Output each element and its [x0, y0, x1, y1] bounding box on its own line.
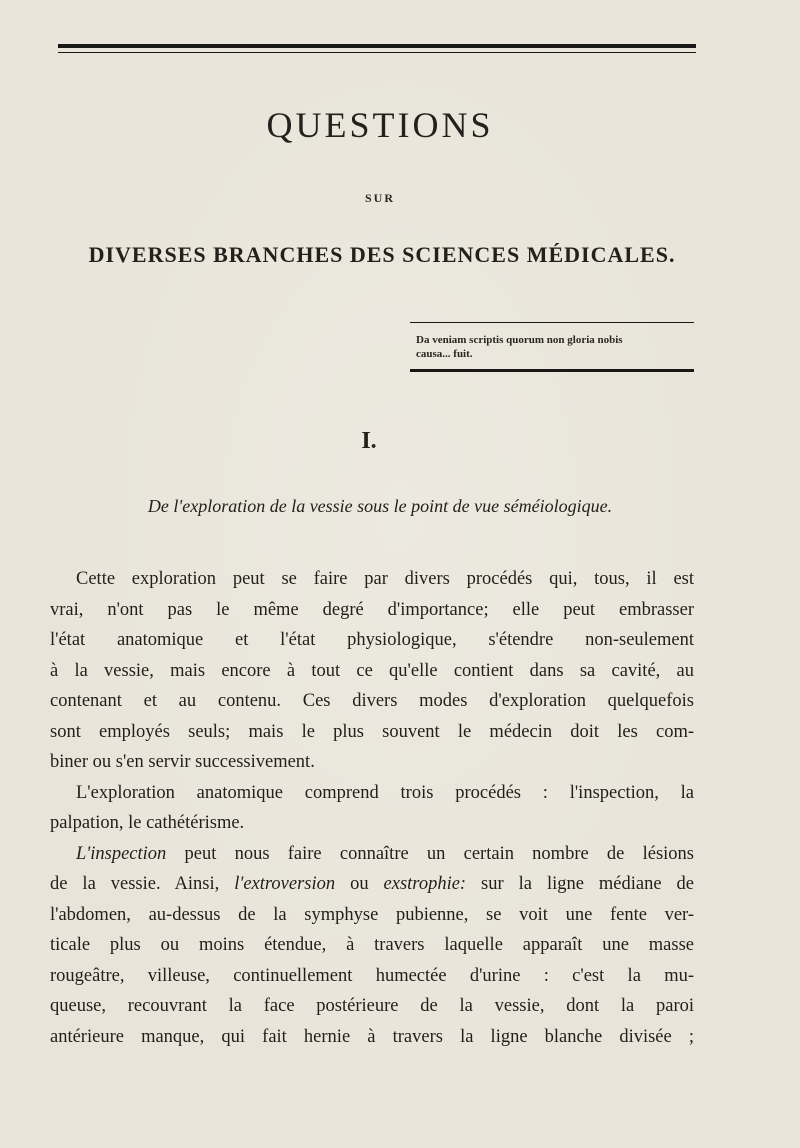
- emphasis-term: L'inspection: [76, 843, 167, 864]
- epigraph-rule-top: [410, 322, 694, 323]
- body-line-text: sur la ligne médiane de: [466, 874, 695, 894]
- emphasis-term: l'extroversion: [234, 874, 336, 894]
- body-line: Cette exploration peut se faire par divers procédés qui, tous, il est: [76, 569, 694, 589]
- body-line-text: peut nous faire connaître un certain nombre de lésions: [166, 843, 694, 864]
- body-line: l'abdomen, au-dessus de la symphyse pubienne, se voit une fente ver-: [50, 904, 694, 925]
- body-line: rougeâtre, villeuse, continuellement humectée d'urine : c'est la mu-: [50, 965, 694, 986]
- page-title: QUESTIONS: [266, 105, 494, 145]
- body-line: [50, 869, 694, 900]
- section-title: De l'exploration de la vessie sous le point de vue séméiologique.: [147, 496, 613, 516]
- page-subtitle: DIVERSES BRANCHES DES SCIENCES MÉDICALES.: [88, 242, 676, 267]
- body-line: antérieure manque, qui fait hernie à travers la ligne blanche divisée ;: [50, 1026, 694, 1047]
- epigraph: [416, 333, 698, 361]
- epigraph-rule-bottom: [410, 369, 694, 372]
- body-line: palpation, le cathétérisme.: [50, 813, 245, 833]
- body-line: L'exploration anatomique comprend trois procédés : l'inspection, la: [76, 782, 694, 803]
- epigraph-line-2: causa... fuit.: [416, 348, 473, 360]
- body-line-text: de la vessie. Ainsi,: [50, 874, 235, 894]
- body-line: vrai, n'ont pas le même degré d'importance; elle peut embrasser: [50, 599, 694, 620]
- body-line: [50, 839, 694, 870]
- emphasis-term: exstrophie:: [383, 874, 467, 894]
- body-line-text: ou: [335, 874, 384, 894]
- body-line: biner ou s'en servir successivement.: [50, 752, 315, 772]
- header-rule-thick: [58, 44, 696, 48]
- body-line: l'état anatomique et l'état physiologique, s'étendre non-seulement: [50, 630, 694, 650]
- title-connector: SUR: [364, 191, 395, 205]
- body-line: sont employés seuls; mais le plus souvent le médecin doit les com-: [50, 721, 694, 742]
- header-rule-thin: [58, 52, 696, 53]
- section-number: I.: [361, 428, 377, 454]
- body-line: à la vessie, mais encore à tout ce qu'elle contient dans sa cavité, au: [50, 660, 694, 681]
- body-line: contenant et au contenu. Ces divers modes d'exploration quelquefois: [50, 691, 694, 711]
- body-text: [50, 564, 694, 1052]
- epigraph-line-1: Da veniam scriptis quorum non gloria nobis: [416, 334, 623, 346]
- body-line: queuse, recouvrant la face postérieure de la vessie, dont la paroi: [50, 996, 694, 1016]
- body-line: ticale plus ou moins étendue, à travers laquelle apparaît une masse: [50, 935, 694, 955]
